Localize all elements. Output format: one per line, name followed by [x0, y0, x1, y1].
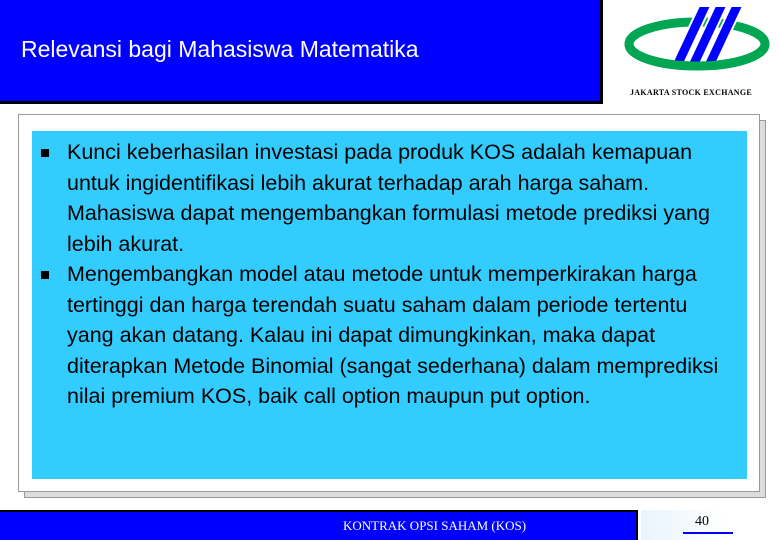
bullet-list: [32, 137, 747, 412]
square-bullet-icon: [41, 149, 49, 157]
bullet-item: [32, 137, 747, 259]
content-box: [32, 131, 747, 479]
footer-bar: [0, 510, 638, 540]
bullet-text: Mengembangkan model atau metode untuk memperkirakan harga tertinggi dan harga terendah suatu saham dalam periode tertentu yang akan datang. Kalau ini dapat dimungkinkan, maka dapat diterapkan Metode Binomial (sangat sederhana) dalam memprediksi nilai premium KOS, baik call option maupun put option.: [67, 262, 719, 408]
page-number-underline: [683, 532, 733, 534]
bullet-item: [32, 259, 747, 412]
logo-caption: JAKARTA STOCK EXCHANGE: [630, 88, 753, 97]
title-bar: [0, 0, 603, 104]
slide-title: Relevansi bagi Mahasiswa Matematika: [21, 36, 419, 62]
page-number: 40: [695, 514, 709, 529]
bullet-text: Kunci keberhasilan investasi pada produk KOS adalah kemapuan untuk ingidentifikasi lebih akurat terhadap arah harga saham. Mahasiswa dapat mengembangkan formulasi metode prediksi yang lebih akurat.: [67, 140, 710, 256]
footer-text: KONTRAK OPSI SAHAM (KOS): [343, 518, 527, 533]
square-bullet-icon: [41, 271, 49, 279]
page-number-box: [641, 510, 780, 540]
